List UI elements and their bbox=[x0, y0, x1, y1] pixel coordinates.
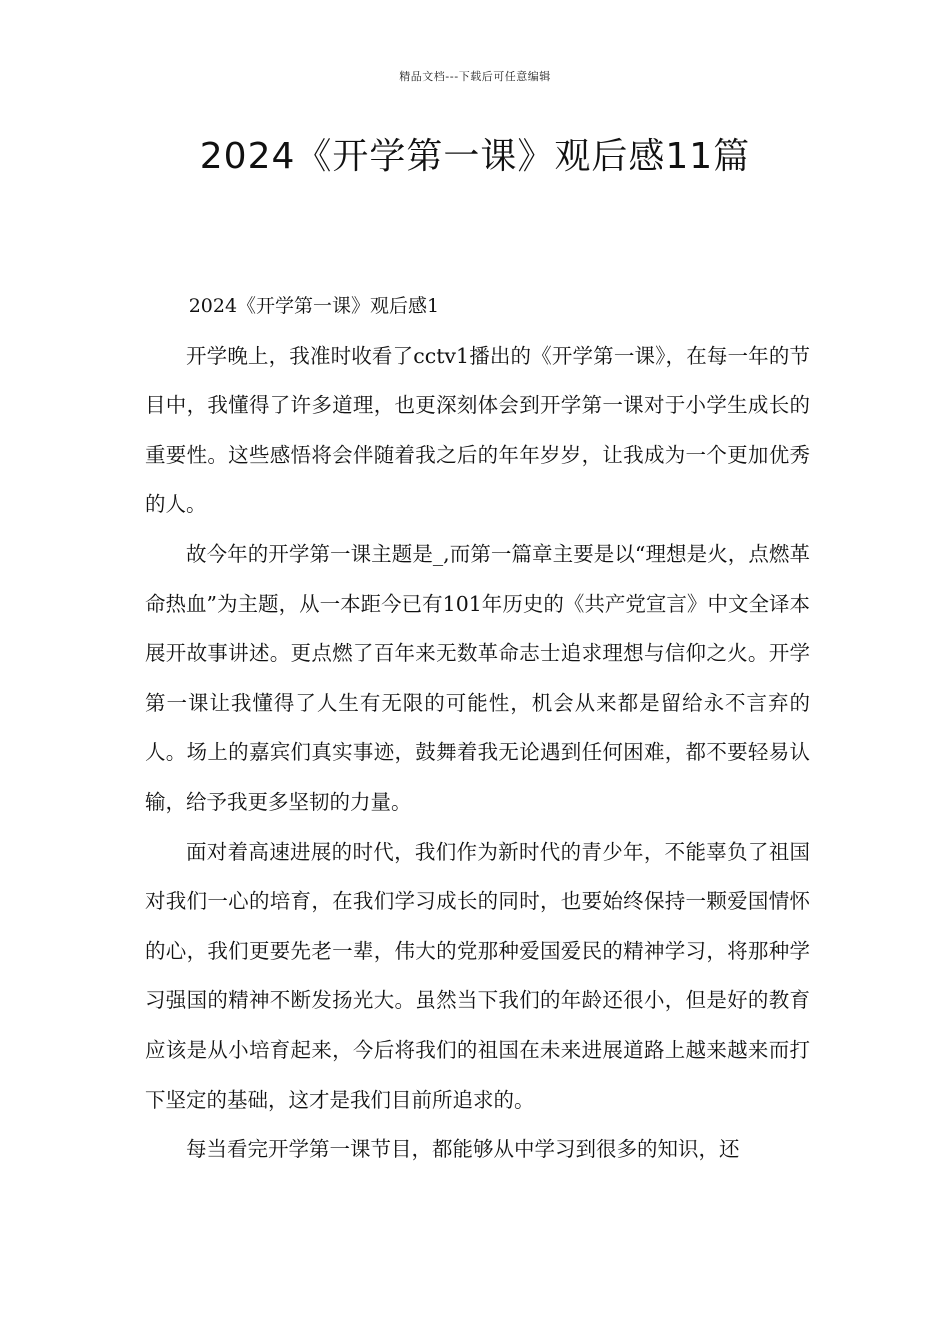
header-note: 精品文档---下载后可任意编辑 bbox=[399, 70, 551, 83]
paragraph: 每当看完开学第一课节目，都能够从中学习到很多的知识，还 bbox=[186, 1137, 740, 1162]
section-heading: 2024《开学第一课》观后感1 bbox=[188, 295, 440, 317]
document-body bbox=[145, 282, 810, 1175]
paragraph: 故今年的开学第一课主题是_,而第一篇章主要是以“理想是火，点燃革命热血”为主题，从一本距今已有101年历史的《共产党宣言》中文全译本展开故事讲述。更点燃了百年来无数革命志士追求理想与信仰之火。开学第一课让我懂得了人生有无限的可能性，机会从来都是留给永不言弃的人。场上的嘉宾们真实事迹，鼓舞着我无论遇到任何困难，都不要轻易认输，给予我更多坚韧的力量。 bbox=[145, 541, 810, 814]
document-title: 2024《开学第一课》观后感11篇 bbox=[199, 136, 751, 177]
paragraph: 面对着高速进展的时代，我们作为新时代的青少年，不能辜负了祖国对我们一心的培育，在我们学习成长的同时，也要始终保持一颗爱国情怀的心，我们更要先老一辈，伟大的党那种爱国爱民的精神学习，将那种学习强国的精神不断发扬光大。虽然当下我们的年龄还很小，但是好的教育应该是从小培育起来，今后将我们的祖国在未来进展道路上越来越来而打下坚定的基础，这才是我们目前所追求的。 bbox=[145, 839, 810, 1112]
paragraph: 开学晚上，我准时收看了cctv1播出的《开学第一课》，在每一年的节目中，我懂得了许多道理，也更深刻体会到开学第一课对于小学生成长的重要性。这些感悟将会伴随着我之后的年年岁岁，让我成为一个更加优秀的人。 bbox=[145, 343, 810, 517]
